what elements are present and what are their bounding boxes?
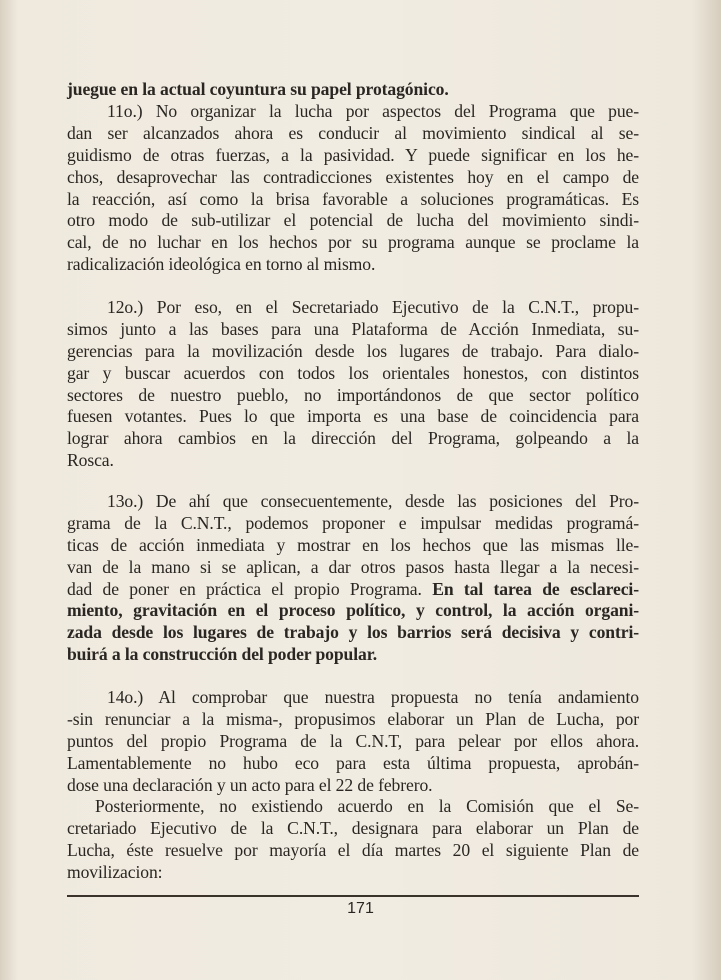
line-text: la reacción, así como la brisa favorable a soluciones programáticas. Es	[67, 188, 639, 209]
line-text: otro modo de sub-utilizar el potencial de lucha del movimiento sindi-	[67, 210, 639, 231]
text-line	[67, 731, 639, 753]
line-text: -sin renunciar a la misma-, propusimos elaborar un Plan de Lucha, por	[67, 708, 639, 729]
text-line	[67, 341, 639, 363]
text-line	[67, 622, 639, 644]
line-text: 14o.) Al comprobar que nuestra propuesta no tenía andamiento	[107, 687, 639, 707]
text-line	[67, 513, 639, 535]
text-line	[67, 297, 639, 319]
line-text: sectores de nuestro pueblo, no importándonos de que sector político	[67, 384, 639, 405]
line-text: cal, de no luchar en los hechos por su programa aunque se proclame la	[67, 232, 639, 253]
text-line	[67, 491, 639, 513]
line-text: radicalización ideológica en torno al mismo.	[67, 254, 376, 275]
line-text: Posteriormente, no existiendo acuerdo en la Comisión que el Se-	[95, 796, 639, 816]
text-line	[67, 535, 639, 557]
paragraph	[67, 79, 639, 101]
bold-line-text: buirá a la construcción del poder popular.	[67, 644, 378, 665]
line-text: dose una declaración y un acto para el 22 de febrero.	[67, 774, 433, 795]
text-line	[67, 579, 639, 601]
text-line	[67, 210, 639, 232]
line-text: gerencias para la movilización desde los lugares de trabajo. Para dialo-	[67, 340, 639, 361]
text-line	[67, 428, 639, 450]
line-text: grama de la C.N.T., podemos proponer e impulsar medidas programá-	[67, 512, 639, 533]
line-text: gar y buscar acuerdos con todos los orientales honestos, con distintos	[67, 362, 639, 383]
bold-line-text: zada desde los lugares de trabajo y los barrios será decisiva y contri-	[67, 622, 639, 643]
line-text: Lamentablemente no hubo eco para esta última propuesta, aprobán-	[67, 752, 639, 773]
bold-line-text: miento, gravitación en el proceso político, y control, la acción organi-	[67, 600, 639, 621]
text-line	[67, 232, 639, 254]
line-text: cretariado Ejecutivo de la C.N.T., designara para elaborar un Plan de	[67, 817, 639, 838]
paragraph	[67, 491, 639, 666]
text-line	[67, 644, 639, 666]
text-line	[67, 862, 639, 884]
text-line	[67, 775, 639, 797]
line-text: Lucha, éste resuelve por mayoría el día martes 20 el siguiente Plan de	[67, 839, 639, 860]
text-line	[67, 167, 639, 189]
paragraph	[67, 297, 639, 472]
text-line	[67, 406, 639, 428]
text-line	[67, 319, 639, 341]
text-line	[67, 123, 639, 145]
line-text: fuesen votantes. Pues lo que importa es una base de coincidencia para	[67, 406, 639, 427]
line-text: guidismo de otras fuerzas, a la pasividad. Y puede significar en los he-	[67, 144, 639, 165]
line-text: 13o.) De ahí que consecuentemente, desde las posiciones del Pro-	[107, 491, 639, 511]
line-text: lograr ahora cambios en la dirección del Programa, golpeando a la	[67, 428, 639, 449]
text-line	[67, 79, 639, 101]
line-text: ticas de acción inmediata y mostrar en los hechos que las mismas lle-	[67, 534, 639, 555]
text-line	[67, 254, 639, 276]
line-text: dad de poner en práctica el propio Programa.	[67, 578, 433, 599]
text-line	[67, 557, 639, 579]
footer-rule	[67, 895, 639, 897]
text-line	[67, 753, 639, 775]
text-line	[67, 101, 639, 123]
page-number: 171	[347, 900, 374, 917]
line-text: 12o.) Por eso, en el Secretariado Ejecutivo de la C.N.T., propu-	[107, 297, 639, 317]
line-text: simos junto a las bases para una Plataforma de Acción Inmediata, su-	[67, 318, 639, 339]
text-line	[67, 363, 639, 385]
line-text: movilizacion:	[67, 861, 163, 882]
text-line	[67, 840, 639, 862]
line-text: puntos del propio Programa de la C.N.T, para pelear por ellos ahora.	[67, 730, 639, 751]
paragraph	[67, 101, 639, 276]
text-line	[67, 818, 639, 840]
text-line	[67, 145, 639, 167]
text-line	[67, 796, 639, 818]
text-line	[67, 450, 639, 472]
text-line	[67, 189, 639, 211]
paragraph	[67, 796, 639, 884]
line-text: Rosca.	[67, 450, 114, 471]
line-text: chos, desaprovechar las contradicciones existentes hoy en el campo de	[67, 166, 639, 187]
line-text: van de la mano si se aplican, a dar otros pasos hasta llegar a la necesi-	[67, 556, 639, 577]
text-line	[67, 600, 639, 622]
bold-line-text: juegue en la actual coyuntura su papel protagónico.	[67, 79, 449, 99]
text-line	[67, 385, 639, 407]
paragraph	[67, 687, 639, 796]
line-text: dan ser alcanzados ahora es conducir al movimiento sindical al se-	[67, 122, 639, 143]
bold-line-text: En tal tarea de esclareci-	[432, 578, 639, 599]
text-line	[67, 687, 639, 709]
text-line	[67, 709, 639, 731]
line-text: 11o.) No organizar la lucha por aspectos del Programa que pue-	[107, 101, 639, 121]
